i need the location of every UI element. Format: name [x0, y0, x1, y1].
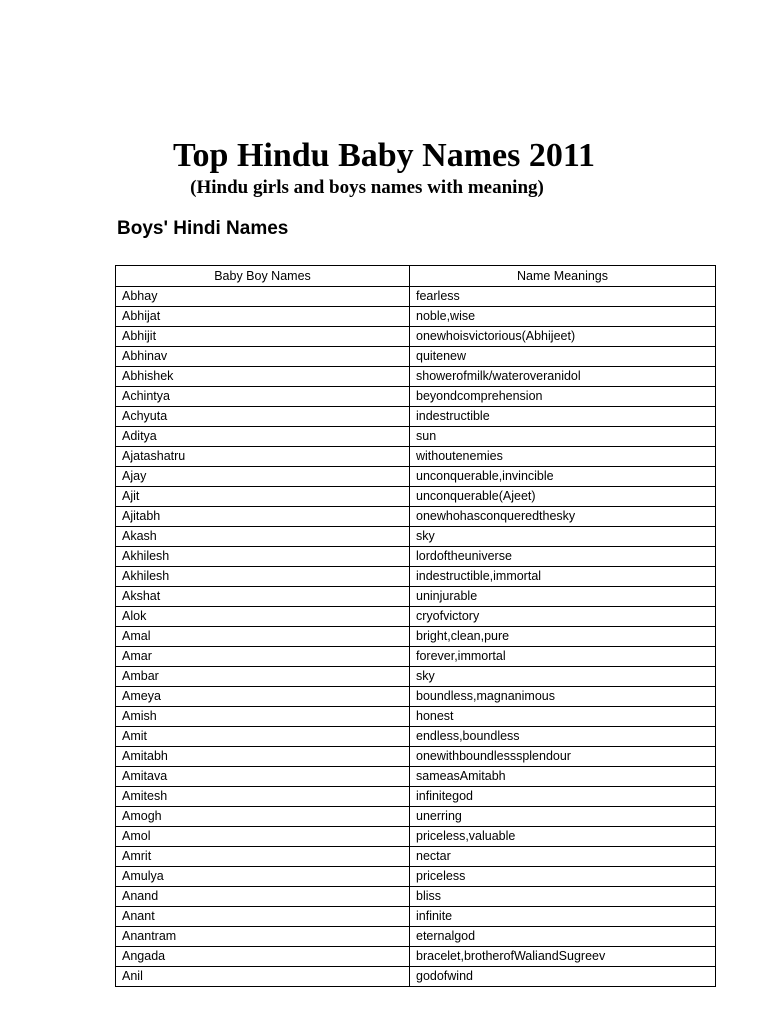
meaning-cell: lordoftheuniverse — [410, 547, 716, 567]
table-row — [116, 347, 716, 367]
meaning-cell: onewhoisvictorious(Abhijeet) — [410, 327, 716, 347]
table-row — [116, 607, 716, 627]
table-row — [116, 527, 716, 547]
table-row — [116, 287, 716, 307]
table-body — [116, 287, 716, 987]
names-table — [115, 265, 716, 987]
name-cell: Akash — [116, 527, 410, 547]
meaning-cell: withoutenemies — [410, 447, 716, 467]
name-cell: Amulya — [116, 867, 410, 887]
meaning-cell: cryofvictory — [410, 607, 716, 627]
name-cell: Angada — [116, 947, 410, 967]
table-row — [116, 387, 716, 407]
table-row — [116, 547, 716, 567]
table-row — [116, 747, 716, 767]
table-row — [116, 727, 716, 747]
name-cell: Aditya — [116, 427, 410, 447]
name-cell: Abhijat — [116, 307, 410, 327]
table-row — [116, 927, 716, 947]
table-row — [116, 787, 716, 807]
table-row — [116, 447, 716, 467]
name-cell: Anant — [116, 907, 410, 927]
table-row — [116, 967, 716, 987]
meaning-cell: priceless — [410, 867, 716, 887]
name-cell: Abhay — [116, 287, 410, 307]
meaning-cell: godofwind — [410, 967, 716, 987]
meaning-cell: indestructible — [410, 407, 716, 427]
meaning-cell: eternalgod — [410, 927, 716, 947]
name-cell: Amitabh — [116, 747, 410, 767]
table-row — [116, 887, 716, 907]
meaning-cell: beyondcomprehension — [410, 387, 716, 407]
meaning-cell: fearless — [410, 287, 716, 307]
meaning-cell: noble,wise — [410, 307, 716, 327]
name-cell: Achyuta — [116, 407, 410, 427]
meaning-cell: sun — [410, 427, 716, 447]
section-heading: Boys' Hindi Names — [117, 218, 289, 239]
table-row — [116, 327, 716, 347]
table-row — [116, 907, 716, 927]
name-cell: Abhijit — [116, 327, 410, 347]
name-cell: Akshat — [116, 587, 410, 607]
table-row — [116, 567, 716, 587]
name-cell: Ameya — [116, 687, 410, 707]
name-cell: Anantram — [116, 927, 410, 947]
meaning-cell: onewhohasconqueredthesky — [410, 507, 716, 527]
meaning-cell: boundless,magnanimous — [410, 687, 716, 707]
table-row — [116, 647, 716, 667]
meaning-cell: sky — [410, 667, 716, 687]
table-row — [116, 587, 716, 607]
table-row — [116, 427, 716, 447]
table-row — [116, 507, 716, 527]
name-cell: Anil — [116, 967, 410, 987]
meaning-cell: sameasAmitabh — [410, 767, 716, 787]
meaning-cell: unconquerable(Ajeet) — [410, 487, 716, 507]
name-cell: Amar — [116, 647, 410, 667]
name-cell: Ajay — [116, 467, 410, 487]
meaning-cell: priceless,valuable — [410, 827, 716, 847]
name-cell: Achintya — [116, 387, 410, 407]
table-row — [116, 847, 716, 867]
header-baby-boy-names: Baby Boy Names — [116, 266, 410, 287]
meaning-cell: bracelet,brotherofWaliandSugreev — [410, 947, 716, 967]
table-row — [116, 307, 716, 327]
meaning-cell: bright,clean,pure — [410, 627, 716, 647]
name-cell: Abhinav — [116, 347, 410, 367]
name-cell: Amogh — [116, 807, 410, 827]
name-cell: Ajit — [116, 487, 410, 507]
table-row — [116, 767, 716, 787]
table-row — [116, 467, 716, 487]
table-row — [116, 807, 716, 827]
table-row — [116, 947, 716, 967]
table-row — [116, 867, 716, 887]
name-cell: Amitesh — [116, 787, 410, 807]
name-cell: Abhishek — [116, 367, 410, 387]
name-cell: Ambar — [116, 667, 410, 687]
name-cell: Akhilesh — [116, 567, 410, 587]
meaning-cell: sky — [410, 527, 716, 547]
meaning-cell: infinitegod — [410, 787, 716, 807]
table-row — [116, 687, 716, 707]
table-header-row — [116, 266, 716, 287]
meaning-cell: bliss — [410, 887, 716, 907]
header-name-meanings: Name Meanings — [410, 266, 716, 287]
meaning-cell: uninjurable — [410, 587, 716, 607]
table-row — [116, 667, 716, 687]
name-cell: Amit — [116, 727, 410, 747]
document-title: Top Hindu Baby Names 2011 — [173, 137, 595, 174]
name-cell: Amish — [116, 707, 410, 727]
meaning-cell: showerofmilk/wateroveranidol — [410, 367, 716, 387]
name-cell: Ajatashatru — [116, 447, 410, 467]
meaning-cell: nectar — [410, 847, 716, 867]
meaning-cell: quitenew — [410, 347, 716, 367]
name-cell: Anand — [116, 887, 410, 907]
name-cell: Amal — [116, 627, 410, 647]
name-cell: Amol — [116, 827, 410, 847]
table-row — [116, 407, 716, 427]
meaning-cell: unerring — [410, 807, 716, 827]
table-row — [116, 487, 716, 507]
name-cell: Akhilesh — [116, 547, 410, 567]
meaning-cell: forever,immortal — [410, 647, 716, 667]
table-row — [116, 367, 716, 387]
meaning-cell: endless,boundless — [410, 727, 716, 747]
meaning-cell: unconquerable,invincible — [410, 467, 716, 487]
table-row — [116, 707, 716, 727]
table-row — [116, 627, 716, 647]
name-cell: Amrit — [116, 847, 410, 867]
meaning-cell: indestructible,immortal — [410, 567, 716, 587]
meaning-cell: infinite — [410, 907, 716, 927]
name-cell: Amitava — [116, 767, 410, 787]
meaning-cell: honest — [410, 707, 716, 727]
name-cell: Alok — [116, 607, 410, 627]
meaning-cell: onewithboundlesssplendour — [410, 747, 716, 767]
document-subtitle: (Hindu girls and boys names with meaning) — [190, 177, 544, 198]
table-row — [116, 827, 716, 847]
name-cell: Ajitabh — [116, 507, 410, 527]
